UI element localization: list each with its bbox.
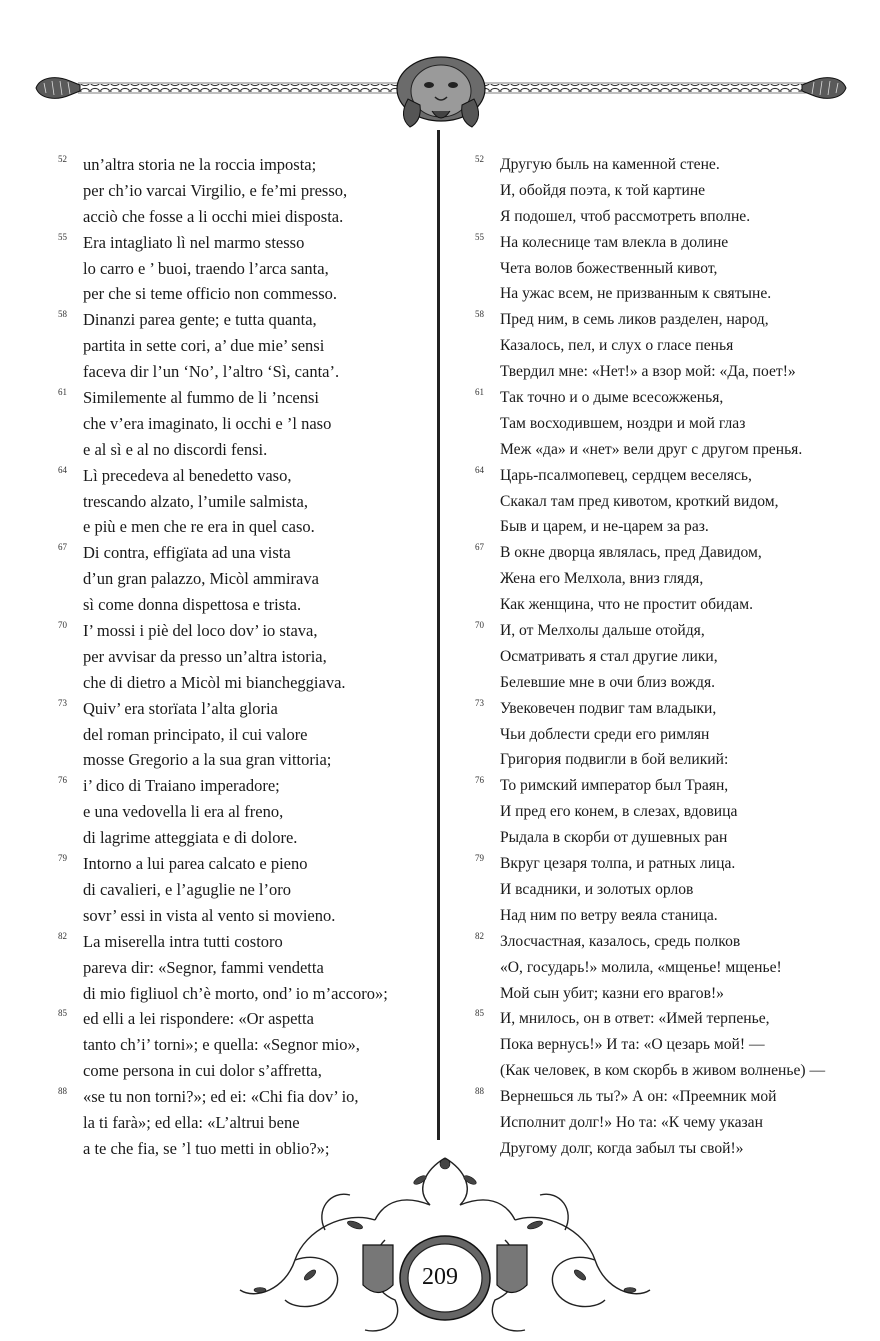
verse-line: Чьи доблести среди его римлян — [500, 725, 710, 743]
verse-line: che v’era imaginato, li occhi e ’l naso — [83, 413, 332, 433]
verse-line: И пред его конем, в слезах, вдовица — [500, 803, 738, 821]
tercet — [58, 385, 430, 463]
verse-number: 67 — [475, 542, 484, 553]
verse-number: 88 — [58, 1086, 67, 1097]
verse-line: di mio figliuol ch’è morto, ond’ io m’accoro»; — [83, 983, 388, 1003]
column-divider — [437, 130, 440, 1140]
verse-line: Белевшие мне в очи близ вождя. — [500, 673, 716, 691]
page-number: 209 — [422, 1264, 458, 1290]
verse-line: И, от Мелхолы дальше отойдя, — [500, 622, 705, 640]
verse-line: che di dietro a Micòl mi biancheggiava. — [83, 672, 346, 692]
verse-line: La miserella intra tutti costoro — [83, 931, 283, 951]
verse-line: sovr’ essi in vista al vento si movieno. — [83, 905, 336, 925]
verse-number: 67 — [58, 542, 67, 553]
verse-number: 52 — [475, 154, 484, 164]
verse-line: Царь-псалмопевец, сердцем веселясь, — [500, 466, 752, 484]
verse-line: Similemente al fummo de li ’ncensi — [83, 388, 319, 408]
tercet — [475, 307, 850, 385]
verse-line: Над ним по ветру веяла станица. — [500, 906, 718, 924]
verse-number: 76 — [475, 775, 484, 786]
verse-line: pareva dir: «Segnor, fammi vendetta — [83, 957, 324, 977]
verse-line: То римский император был Траян, — [500, 777, 729, 795]
verse-line: Пока вернусь!» И та: «О цезарь мой! — — [500, 1036, 765, 1054]
verse-line: И всадники, и золотых орлов — [500, 880, 694, 898]
verse-line: (Как человек, в ком скорбь в живом волненье) — — [500, 1062, 826, 1080]
verse-line: ed elli a lei rispondere: «Or aspetta — [83, 1009, 314, 1029]
verse-number: 52 — [58, 154, 67, 164]
verse-line: trescando alzato, l’umile salmista, — [83, 491, 308, 511]
tercet — [58, 540, 430, 618]
verse-line: Так точно и о дыме всесожженья, — [500, 389, 724, 407]
verse-line: Вернешься ль ты?» А он: «Преемник мой — [500, 1088, 777, 1106]
chain-right — [478, 83, 808, 93]
verse-number: 61 — [58, 387, 67, 398]
verse-line: Увековечен подвиг там владыки, — [500, 699, 717, 717]
verse-line: Рыдала в скорби от душевных ран — [500, 829, 728, 847]
tercet — [475, 540, 850, 618]
verse-number: 79 — [475, 853, 484, 864]
verse-line: Чета волов божественный кивот, — [500, 259, 718, 277]
italian-text-column — [58, 152, 430, 1162]
verse-line: Другую быль на каменной стене. — [500, 156, 720, 173]
verse-line: lo carro e ’ buoi, traendo l’arca santa, — [83, 258, 329, 278]
verse-line: di cavalieri, e l’aguglie ne l’oro — [83, 879, 291, 899]
verse-line: В окне дворца являлась, пред Давидом, — [500, 544, 762, 562]
verse-line: a te che fia, se ’l tuo metti in oblio?»; — [83, 1138, 330, 1158]
verse-line: di lagrime atteggiata e di dolore. — [83, 828, 298, 848]
verse-line: come persona in cui dolor s’affretta, — [83, 1061, 322, 1081]
tercet — [475, 1006, 850, 1084]
chain-left — [78, 83, 408, 93]
tercet — [58, 773, 430, 851]
tercet — [475, 929, 850, 1007]
verse-number: 79 — [58, 853, 67, 864]
tercet — [58, 230, 430, 308]
verse-number: 85 — [58, 1008, 67, 1019]
header-ornament — [30, 55, 852, 145]
verse-number: 55 — [58, 231, 67, 242]
verse-number: 76 — [58, 775, 67, 786]
footer-cartouche-ornament — [235, 1150, 655, 1340]
verse-number: 61 — [475, 387, 484, 398]
tercet — [58, 618, 430, 696]
verse-line: Lì precedeva al benedetto vaso, — [83, 465, 292, 485]
verse-line: Di contra, effigïata ad una vista — [83, 543, 291, 563]
verse-line: «se tu non torni?»; ed ei: «Chi fia dov’ io, — [83, 1087, 359, 1107]
verse-line: Вкруг цезаря толпа, и ратных лица. — [500, 855, 736, 873]
verse-line: d’un gran palazzo, Micòl ammirava — [83, 569, 319, 589]
tercet — [475, 230, 850, 308]
verse-number: 64 — [58, 464, 67, 475]
tercet — [475, 696, 850, 774]
verse-line: faceva dir l’un ‘No’, l’altro ‘Sì, canta’. — [83, 362, 340, 382]
tercet — [58, 929, 430, 1007]
verse-line: Григория подвигли в бой великий: — [500, 751, 729, 769]
right-finial-icon — [802, 78, 846, 99]
tercet — [58, 307, 430, 385]
verse-line: Меж «да» и «нет» вели друг с другом пренья. — [500, 440, 803, 458]
verse-line: И, обойдя поэта, к той картине — [500, 181, 706, 199]
tercet — [475, 773, 850, 851]
tercet — [58, 1006, 430, 1084]
verse-line: Скакал там пред кивотом, кроткий видом, — [500, 492, 779, 510]
verse-line: tanto ch’i’ torni»; e quella: «Segnor mio», — [83, 1035, 360, 1055]
verse-number: 85 — [475, 1008, 484, 1019]
verse-line: «О, государь!» молила, «мщенье! мщенье! — [500, 958, 782, 976]
verse-line: e al sì e al no discordi fensi. — [83, 439, 268, 459]
tercet — [58, 851, 430, 929]
tercet — [58, 152, 430, 230]
verse-line: На колеснице там влекла в долине — [500, 233, 729, 251]
verse-line: Осматривать я стал другие лики, — [500, 647, 718, 665]
verse-line: mosse Gregorio a la sua gran vittoria; — [83, 750, 332, 770]
tercet — [475, 152, 850, 230]
verse-line: i’ dico di Traiano imperadore; — [83, 776, 280, 796]
verse-line: Злосчастная, казалось, средь полков — [500, 932, 741, 950]
verse-line: del roman principato, il cui valore — [83, 724, 308, 744]
verse-line: Intorno a lui parea calcato e pieno — [83, 854, 308, 874]
verse-line: sì come donna dispettosa e trista. — [83, 595, 302, 615]
verse-line: e più e men che re era in quel caso. — [83, 517, 315, 537]
verse-line: Там восходившем, ноздри и мой глаз — [500, 414, 746, 432]
tercet — [58, 696, 430, 774]
verse-number: 88 — [475, 1086, 484, 1097]
verse-line: Как женщина, что не простит обидам. — [500, 596, 753, 614]
verse-line: Жена его Мелхола, вниз глядя, — [500, 570, 704, 588]
verse-number: 70 — [475, 620, 484, 631]
verse-number: 58 — [58, 309, 67, 320]
verse-line: Быв и царем, и не-царем за раз. — [500, 518, 709, 536]
tercet — [475, 463, 850, 541]
russian-text-column — [475, 152, 850, 1162]
verse-number: 55 — [475, 231, 484, 242]
verse-line: Исполнит долг!» Но та: «К чему указан — [500, 1113, 763, 1131]
verse-line: Era intagliato lì nel marmo stesso — [83, 232, 305, 252]
verse-line: Я подошел, чтоб рассмотреть вполне. — [500, 207, 751, 225]
verse-line: Dinanzi parea gente; e tutta quanta, — [83, 310, 317, 330]
verse-line: per ch’io varcai Virgilio, e fe’mi presso, — [83, 180, 348, 200]
verse-line: Мой сын убит; казни его врагов!» — [500, 984, 724, 1002]
verse-line: Quiv’ era storïata l’alta gloria — [83, 698, 278, 718]
verse-line: И, мнилось, он в ответ: «Имей терпенье, — [500, 1010, 770, 1028]
lion-mask-icon — [397, 57, 485, 127]
verse-line: Пред ним, в семь ликов разделен, народ, — [500, 311, 769, 329]
verse-line: partita in sette cori, a’ due mie’ sensi — [83, 336, 325, 356]
verse-number: 58 — [475, 309, 484, 320]
verse-line: I’ mossi i piè del loco dov’ io stava, — [83, 621, 318, 641]
verse-number: 70 — [58, 620, 67, 631]
verse-line: per avvisar da presso un’altra istoria, — [83, 646, 327, 666]
verse-line: На ужас всем, не призванным к святыне. — [500, 285, 772, 303]
verse-line: acciò che fosse a li occhi miei disposta. — [83, 206, 344, 226]
verse-number: 64 — [475, 464, 484, 475]
tercet — [58, 463, 430, 541]
verse-line: e una vedovella li era al freno, — [83, 802, 284, 822]
verse-line: per che si teme officio non commesso. — [83, 284, 338, 304]
verse-line: Казалось, пел, и слух о гласе пенья — [500, 337, 734, 355]
left-finial-icon — [36, 78, 80, 99]
verse-number: 82 — [475, 930, 484, 941]
tercet — [475, 851, 850, 929]
verse-line: un’altra storia ne la roccia imposta; — [83, 155, 317, 174]
verse-number: 73 — [58, 697, 67, 708]
tercet — [475, 618, 850, 696]
tercet — [475, 385, 850, 463]
verse-number: 82 — [58, 930, 67, 941]
verse-number: 73 — [475, 697, 484, 708]
verse-line: Другому долг, когда забыл ты свой!» — [500, 1139, 744, 1157]
verse-line: Твердил мне: «Нет!» а взор мой: «Да, поет!» — [500, 363, 796, 381]
verse-line: la ti farà»; ed ella: «L’altrui bene — [83, 1112, 300, 1132]
